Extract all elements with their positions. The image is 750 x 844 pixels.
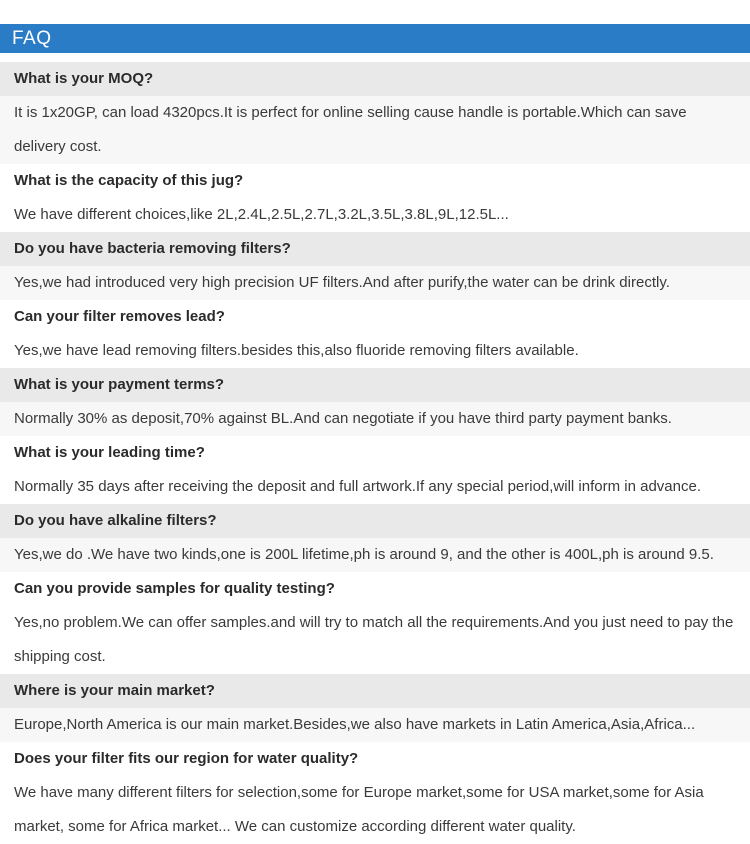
faq-answer: We have different choices,like 2L,2.4L,2.5L,2.7L,3.2L,3.5L,3.8L,9L,12.5L...	[14, 206, 509, 223]
faq-item	[0, 164, 750, 232]
faq-answer: Yes,we do .We have two kinds,one is 200L lifetime,ph is around 9, and the other is 400L,ph is around 9.5.	[14, 546, 714, 563]
faq-item	[0, 572, 750, 674]
faq-question: Can you provide samples for quality testing?	[14, 580, 335, 597]
faq-answer: It is 1x20GP, can load 4320pcs.It is perfect for online selling cause handle is portable.Which can save delivery cost.	[14, 104, 687, 155]
faq-question: Do you have alkaline filters?	[14, 512, 217, 529]
faq-answer: Europe,North America is our main market.Besides,we also have markets in Latin America,Asia,Africa...	[14, 716, 696, 733]
faq-answer: Yes,we had introduced very high precision UF filters.And after purify,the water can be drink directly.	[14, 274, 670, 291]
faq-answer: Normally 30% as deposit,70% against BL.And can negotiate if you have third party payment banks.	[14, 410, 672, 427]
faq-question: Do you have bacteria removing filters?	[14, 240, 291, 257]
faq-answer: Normally 35 days after receiving the deposit and full artwork.If any special period,will inform in advance.	[14, 478, 701, 495]
faq-item	[0, 368, 750, 436]
faq-question: Does your filter fits our region for water quality?	[14, 750, 359, 767]
faq-question: What is the capacity of this jug?	[14, 172, 244, 189]
faq-item	[0, 674, 750, 742]
faq-item	[0, 232, 750, 300]
faq-item	[0, 436, 750, 504]
faq-question: What is your payment terms?	[14, 376, 225, 393]
faq-question: Can your filter removes lead?	[14, 308, 225, 325]
page-title: FAQ	[12, 28, 52, 49]
faq-question: What is your MOQ?	[14, 70, 154, 87]
faq-item	[0, 742, 750, 844]
faq-answer: Yes,we have lead removing filters.besides this,also fluoride removing filters available.	[14, 342, 579, 359]
faq-answer: We have many different filters for selection,some for Europe market,some for USA market,some for Asia market, some for Africa market... We can customize according different water quality.	[14, 784, 704, 835]
faq-item	[0, 62, 750, 164]
faq-item	[0, 504, 750, 572]
faq-question: What is your leading time?	[14, 444, 205, 461]
faq-list	[0, 62, 750, 844]
faq-question: Where is your main market?	[14, 682, 215, 699]
faq-item	[0, 300, 750, 368]
faq-header-bar	[0, 24, 750, 53]
faq-answer: Yes,no problem.We can offer samples.and will try to match all the requirements.And you just need to pay the shipping cost.	[14, 614, 734, 665]
